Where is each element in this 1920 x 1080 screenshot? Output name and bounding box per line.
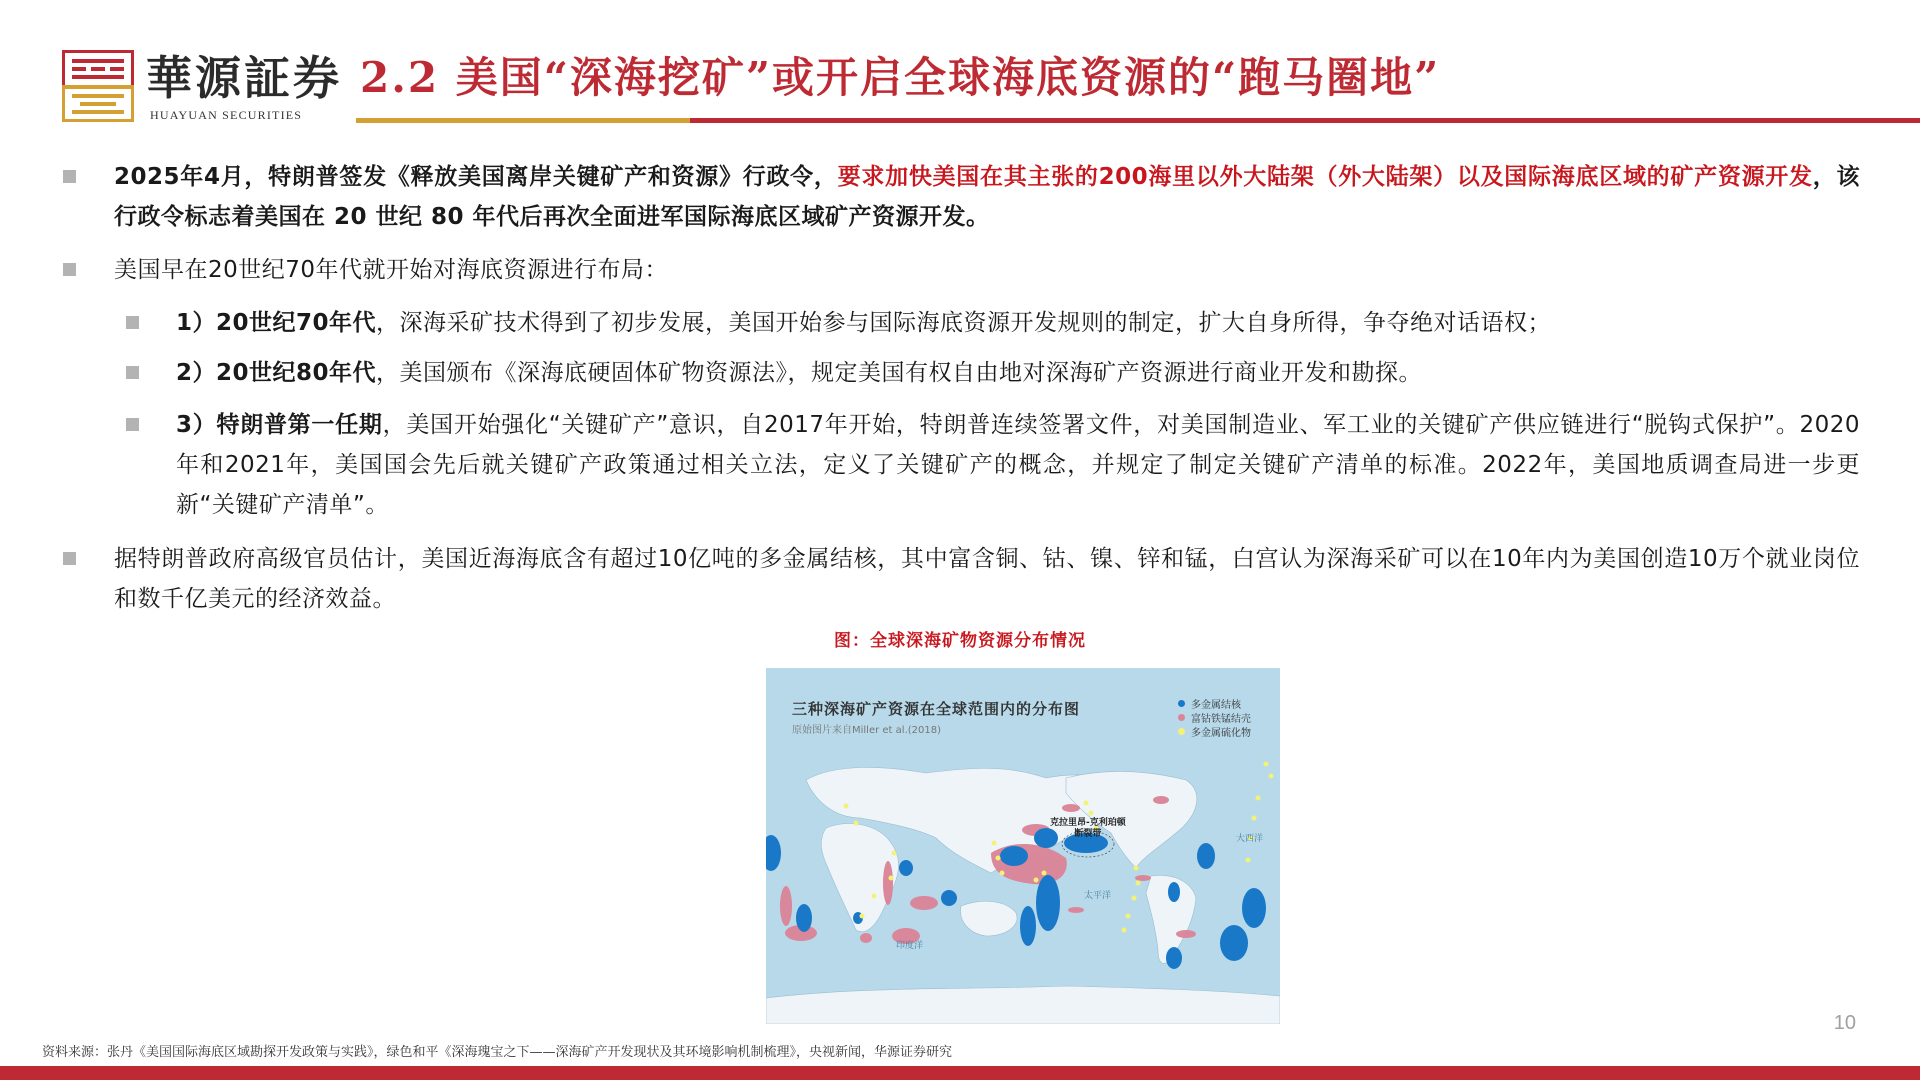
title-divider-gold bbox=[356, 118, 690, 123]
page-title: 2.2 美国“深海挖矿”或开启全球海底资源的“跑马圈地” bbox=[360, 53, 1441, 102]
map-label-pacific: 太平洋 bbox=[1084, 891, 1112, 901]
sub-bullet-lead: 2）20世纪80年代 bbox=[176, 360, 377, 386]
logo-chinese-name: 華源証券 bbox=[146, 51, 342, 105]
map-label-ccz: 克拉里昂-克利珀顿 断裂带 bbox=[1050, 818, 1126, 839]
source-note: 资料来源：张丹《美国国际海底区域勘探开发政策与实践》，绿色和平《深海瑰宝之下——深海矿产开发现状及其环境影响机制梳理》，央视新闻，华源证券研究 bbox=[42, 1045, 953, 1060]
map-label-indian: 印度洋 bbox=[896, 941, 924, 951]
map-legend bbox=[1178, 696, 1251, 738]
map-subtitle: 原始图片来自Miller et al.(2018) bbox=[792, 725, 941, 736]
sub-bullet-text: ，美国颁布《深海底硬固体矿物资源法》，规定美国有权自由地对深海矿产资源进行商业开发和勘探。 bbox=[376, 360, 1423, 386]
footer-bar bbox=[0, 1066, 1920, 1080]
sub-bullet-square-icon bbox=[126, 418, 139, 431]
sub-bullet-lead: 1）20世纪70年代 bbox=[176, 310, 377, 336]
legend-dot-yellow-icon bbox=[1178, 728, 1185, 735]
legend-dot-blue-icon bbox=[1178, 700, 1185, 707]
sub-bullet-1970s bbox=[176, 303, 1860, 343]
para-lead: 2025年4月，特朗普签发《释放美国离岸关键矿产和资源》行政令， bbox=[114, 164, 838, 190]
sub-bullet-square-icon bbox=[126, 316, 139, 329]
bullet-paragraph-history: 美国早在20世纪70年代就开始对海底资源进行布局： bbox=[114, 257, 669, 283]
para-tail: ，该行政令标志着美国在 20 世纪 80 年代后再次全面进军国际海底区域矿产资源开发。 bbox=[114, 164, 1861, 230]
bullet-square-icon bbox=[63, 263, 76, 276]
legend-item-crusts bbox=[1178, 710, 1251, 724]
sub-bullet-text: ，美国开始强化“关键矿产”意识，自2017年开始，特朗普连续签署文件，对美国制造业、军工业的关键矿产供应链进行“脱钩式保护”。2020年和2021年，美国国会先后就关键矿产政策通过相关立法，定义了关键矿产的概念，并规定了制定关键矿产清单的标准。2022年，美国地质调查局进一步更新“关键矿产清单”。 bbox=[176, 412, 1860, 518]
bullet-paragraph-estimate: 据特朗普政府高级官员估计，美国近海海底含有超过10亿吨的多金属结核，其中富含铜、钴、镍、锌和锰，白宫认为深海采矿可以在10年内为美国创造10万个就业岗位和数千亿美元的经济效益。 bbox=[114, 546, 1860, 612]
logo-emblem-icon bbox=[62, 50, 134, 122]
para-highlight: 要求加快美国在其主张的200海里以外大陆架（外大陆架）以及国际海底区域的矿产资源开发 bbox=[837, 164, 1813, 190]
sub-bullet-lead: 3）特朗普第一任期 bbox=[176, 412, 383, 438]
map-title: 三种深海矿产资源在全球范围内的分布图 bbox=[792, 700, 1081, 718]
bullet-square-icon bbox=[63, 552, 76, 565]
map-label-atlantic: 大西洋 bbox=[1236, 834, 1264, 844]
company-logo bbox=[62, 50, 362, 125]
deep-sea-mineral-map bbox=[766, 668, 1280, 1024]
legend-label: 富钴铁锰结壳 bbox=[1191, 713, 1251, 725]
legend-label: 多金属结核 bbox=[1191, 699, 1241, 711]
bullet-paragraph-executive-order bbox=[114, 157, 1860, 237]
sub-bullet-text: ，深海采矿技术得到了初步发展，美国开始参与国际海底资源开发规则的制定，扩大自身所得，争夺绝对话语权； bbox=[376, 310, 1552, 336]
logo-english-name: HUAYUAN SECURITIES bbox=[150, 108, 303, 122]
legend-dot-pink-icon bbox=[1178, 714, 1185, 721]
sub-bullet-square-icon bbox=[126, 366, 139, 379]
title-divider-red bbox=[690, 118, 1920, 123]
legend-label: 多金属硫化物 bbox=[1191, 727, 1251, 739]
sub-bullet-1980s bbox=[176, 353, 1860, 393]
legend-item-nodules bbox=[1178, 696, 1251, 710]
legend-item-sulfides bbox=[1178, 724, 1251, 738]
page-number: 10 bbox=[1833, 1012, 1856, 1034]
sub-bullet-trump-first-term bbox=[176, 405, 1860, 525]
figure-caption: 图：全球深海矿物资源分布情况 bbox=[834, 631, 1086, 651]
bullet-square-icon bbox=[63, 170, 76, 183]
